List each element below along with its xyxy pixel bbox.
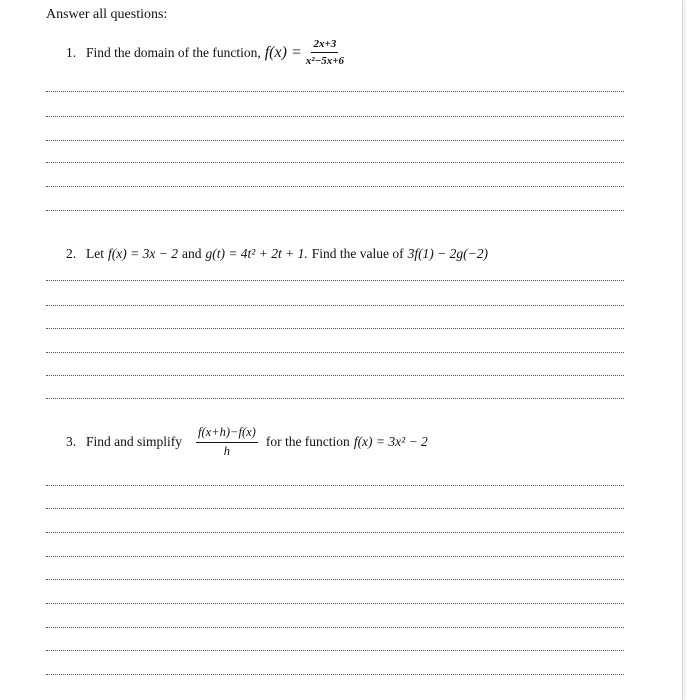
question-3 bbox=[66, 426, 432, 459]
answer-line[interactable] bbox=[46, 352, 624, 353]
f-definition: f(x) = 3x − 2 bbox=[108, 246, 178, 261]
answer-line[interactable] bbox=[46, 116, 624, 117]
fraction-numerator: f(x+h)−f(x) bbox=[196, 426, 258, 443]
g-definition: g(t) = 4t² + 2t + 1. bbox=[205, 246, 308, 261]
and-text: and bbox=[181, 246, 202, 261]
question-number: 3. bbox=[66, 434, 77, 450]
answer-line[interactable] bbox=[46, 556, 624, 557]
target-expression: 3f(1) − 2g(−2) bbox=[407, 246, 489, 261]
find-text: Find the value of bbox=[311, 246, 404, 261]
answer-line[interactable] bbox=[46, 674, 624, 675]
answer-line[interactable] bbox=[46, 210, 624, 211]
answer-line[interactable] bbox=[46, 140, 624, 141]
answer-line[interactable] bbox=[46, 375, 624, 376]
answer-line[interactable] bbox=[46, 280, 624, 281]
function-definition: f(x) = 3x² − 2 bbox=[353, 434, 428, 450]
question-2 bbox=[66, 246, 492, 262]
answer-line[interactable] bbox=[46, 305, 624, 306]
answer-line[interactable] bbox=[46, 485, 624, 486]
answer-line[interactable] bbox=[46, 603, 624, 604]
question-text: Find the domain of the function, bbox=[86, 44, 261, 60]
fraction-numerator: 2x+3 bbox=[311, 38, 338, 53]
answer-line[interactable] bbox=[46, 398, 624, 399]
answer-line[interactable] bbox=[46, 328, 624, 329]
answer-line[interactable] bbox=[46, 650, 624, 651]
rational-function-fraction bbox=[306, 38, 344, 67]
function-lhs: f(x) = bbox=[264, 43, 302, 61]
question-number: 1. bbox=[66, 44, 77, 60]
question-1 bbox=[66, 38, 348, 67]
answer-line[interactable] bbox=[46, 508, 624, 509]
question-text: Find and simplify bbox=[86, 434, 183, 450]
answer-line[interactable] bbox=[46, 186, 624, 187]
question-number: 2. bbox=[66, 246, 77, 261]
answer-line[interactable] bbox=[46, 162, 624, 163]
for-text: for the function bbox=[265, 434, 350, 450]
instructions-heading: Answer all questions: bbox=[46, 7, 168, 22]
difference-quotient-fraction bbox=[196, 426, 258, 459]
fraction-denominator: h bbox=[223, 443, 231, 458]
question-text: Let bbox=[86, 246, 104, 261]
fraction-denominator: x²−5x+6 bbox=[305, 55, 344, 68]
answer-line[interactable] bbox=[46, 91, 624, 92]
answer-line[interactable] bbox=[46, 532, 624, 533]
answer-line[interactable] bbox=[46, 579, 624, 580]
answer-line[interactable] bbox=[46, 627, 624, 628]
